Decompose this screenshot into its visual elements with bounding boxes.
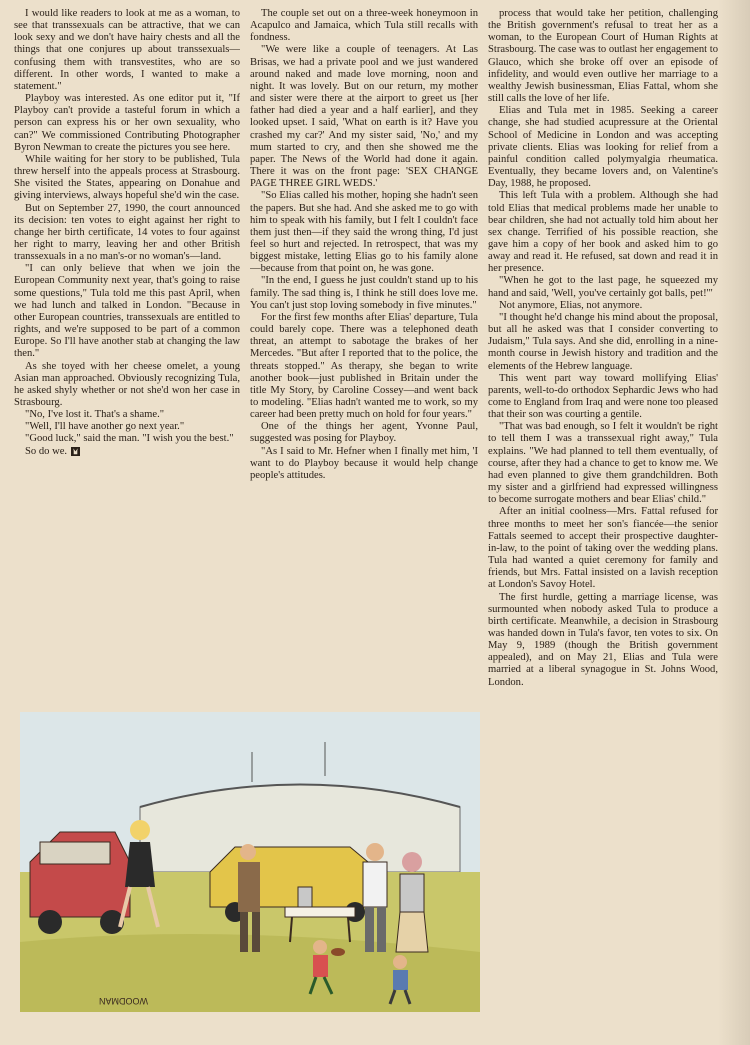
tailgate-party-cartoon bbox=[20, 712, 480, 1012]
paragraph: This went part way toward mollifying Elias' parents, well-to-do orthodox Sephardic Jews who had come to England from Iraq and were none too pleased that their son was courting a gentile. bbox=[488, 372, 718, 421]
paragraph: The first hurdle, getting a marriage license, was surmounted when nobody asked Tula to produce a birth certificate. Meanwhile, a decision in Strasbourg was handed down in Tula's favor, ten votes to six. On May 9, 1989 (though the British government appealed), and on May 21, Elias and Tula were married at a liberal synagogue in St. Johns Wood, London. bbox=[488, 591, 718, 688]
paragraph: After an initial coolness—Mrs. Fattal refused for three months to meet her son's fiancée—the senior Fattals seemed to accept their prospective daughter-in-law, to the point of taking over the wedding plans. Tula had wanted a quiet ceremony for family and friends, but Mrs. Fattal insisted on a lavish reception at London's Savoy Hotel. bbox=[488, 506, 718, 591]
paragraph: "In the end, I guess he just couldn't stand up to his family. The sad thing is, I think he still does love me. You can't just stop loving somebody in five minutes." bbox=[250, 275, 478, 311]
paragraph: "No, I've lost it. That's a shame." bbox=[25, 409, 165, 421]
paragraph: "When he got to the last page, he squeezed my hand and said, 'Well, you've certainly got balls, pet!'" bbox=[488, 275, 718, 299]
article-column-middle bbox=[250, 8, 478, 698]
paragraph: But on September 27, 1990, the court announced its decision: ten votes to eight against her right to change her birth certificate, 14 votes to four against her right to marry, leaving her and other British transsexuals in a no man's-or no woman's—land. bbox=[14, 202, 240, 263]
paragraph: "We were like a couple of teenagers. At Las Brisas, we had a private pool and we just wandered around naked and made love morning, noon and night. It was lovely. But on our return, my mother and sister were there at the airport to greet us [her father had died a year and a half earlier], and they looked upset. I said, 'What on earth is it? Have you crashed my car?' And my sister said, 'No,' and my mum started to cry, and then she showed me the paper. The News of the World had done it again. There it was on the front page: 'SEX CHANGE PAGE THREE GIRL WEDS.' bbox=[250, 44, 478, 190]
paragraph: While waiting for her story to be published, Tula threw herself into the appeals process at Strasbourg. She visited the States, appearing on Donahue and giving interviews, always hopeful she'd win the case. bbox=[14, 153, 240, 202]
paragraph: "Well, I'll have another go next year." bbox=[25, 421, 185, 433]
paragraph: I would like readers to look at me as a woman, to see that transsexuals can be attractive, that we can look sexy and we don't have hairy chests and all the things that one conjures up about transsexuals—confusing them with transvestites, who are so different. In other words, I wanted to make a statement." bbox=[14, 8, 240, 92]
paragraph: The couple set out on a three-week honeymoon in Acapulco and Jamaica, which Tula still recalls with fondness. bbox=[250, 8, 478, 44]
paragraph: Playboy was interested. As one editor put it, "If Playboy can't provide a tasteful forum in which a person can express his or her own sexuality, who can?" We commissioned Contributing Photographer Byron Newman to create the pictures you see here. bbox=[14, 93, 240, 153]
paragraph-last bbox=[14, 446, 240, 458]
paragraph: "So Elias called his mother, hoping she hadn't seen the papers. But she had. And she asked me to go with him to speak with his family, but I felt I couldn't face them just then—if they said the wrong thing, I'd just feel so hurt and rejected. In retrospect, that was my biggest mistake, letting Elias go to his family alone—because from that point on, he was gone. bbox=[250, 190, 478, 275]
paragraph: "Good luck," said the man. "I wish you the best." bbox=[25, 433, 234, 445]
closing-line: So do we. bbox=[25, 445, 68, 457]
paragraph: One of the things her agent, Yvonne Paul, suggested was posing for Playboy. bbox=[250, 421, 478, 445]
paragraph: "That was bad enough, so I felt it wouldn't be right to tell them I was a transsexual right away," Tula explains. "We had planned to tell them eventually, of course, after they had a chance to get to know me. We had even planned to give them grandchildren. Both my sister and a girlfriend had expressed willingness to become surrogate mothers and bear Elias' child." bbox=[488, 421, 718, 506]
paragraph: Elias and Tula met in 1985. Seeking a career change, she had studied acupressure at the Oriental School of Medicine in London and was accepting private clients. Elias was looking for relief from a painful condition called polymyalgia rheumatica. Eventually, they became lovers and, on Valentine's Day, 1988, he proposed. bbox=[488, 105, 718, 190]
paragraph: "I can only believe that when we join the European Community next year, that's going to raise some questions," Tula told me this past April, when we had lunch and talked in London. "Because in other European countries, transsexuals are entitled to rights, and we're supposed to be part of a common Europe. So I'll have another stab at changing the law then." bbox=[14, 263, 240, 360]
article-column-left bbox=[14, 8, 240, 708]
paragraph: "I thought he'd change his mind about the proposal, but all he asked was that I consider converting to Judaism," Tula says. And she did, enrolling in a nine-month course in Jewish history and tradition and the elements of the Hebrew language. bbox=[488, 311, 718, 372]
paragraph: For the first few months after Elias' departure, Tula could barely cope. There was a telephoned death threat, an attempt to sabotage the brakes of her Mercedes. "But after I reported that to the police, the threats stopped." As therapy, she began to write another book—just published in Britain under the title My Story, by Caroline Cossey—and went back to modeling. "Elias hadn't wanted me to work, so my career had been pretty much on hold for four years." bbox=[250, 311, 478, 421]
cartoonist-signature: WOODMAN bbox=[99, 996, 148, 1006]
article-column-right bbox=[488, 8, 718, 1038]
paragraph: This left Tula with a problem. Although she had told Elias that medical problems made her unable to bear children, she had not actually told him about her sex change. Terrified of his possible reaction, she gave him a copy of her book and asked him to go away and read it. He refused, sat down and read it in her presence. bbox=[488, 190, 718, 275]
paragraph: process that would take her petition, challenging the British government's refusal to treat her as a woman, to the European Court of Human Rights at Strasbourg. The case was to outlast her engagement to Glauco, which she broke off over an episode of infidelity, and would even outlive her marriage to a wealthy Jewish businessman, Elias Fattal, whom she still calls the love of her life. bbox=[488, 8, 718, 105]
paragraph: "As I said to Mr. Hefner when I finally met him, 'I want to do Playboy because it would help change people's attitudes. bbox=[250, 445, 478, 481]
rabbit-head-icon bbox=[71, 447, 80, 456]
page-edge-shadow bbox=[718, 0, 750, 1045]
paragraph: As she toyed with her cheese omelet, a young Asian man approached. Obviously recognizing Tula, he asked shyly whether or not she'd won her case in Strasbourg. bbox=[14, 360, 240, 408]
paragraph: Not anymore, Elias, not anymore. bbox=[499, 299, 643, 311]
